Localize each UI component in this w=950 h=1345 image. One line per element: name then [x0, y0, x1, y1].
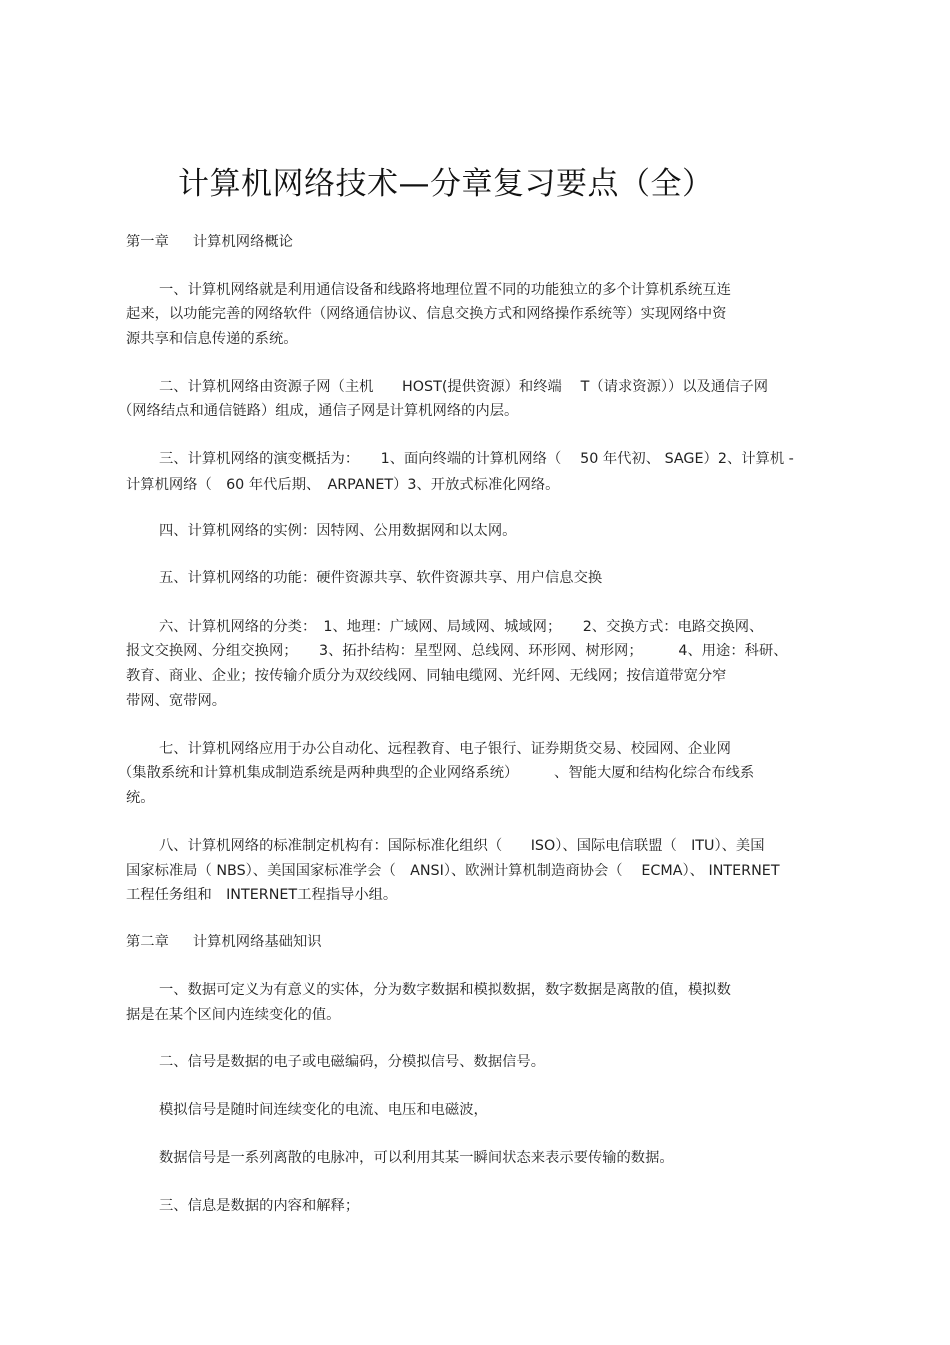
ch2-p4-line1: 数据信号是一系列离散的电脉冲，可以利用其某一瞬间状态来表示要传输的数据。 — [159, 1150, 674, 1166]
page-title: 计算机网络技术—分章复习要点（全） — [178, 166, 714, 202]
ch1-p4-line1: 四、计算机网络的实例：因特网、公用数据网和以太网。 — [159, 523, 517, 539]
ch1-p6-line3: 教育、商业、企业；按传输介质分为双绞线网、同轴电缆网、光纤网、无线网；按信道带宽分窄 — [126, 668, 727, 684]
ch1-p3-line1: 三、计算机网络的演变概括为： 1、面向终端的计算机网络（ 50 年代初、 SAGE）2、计算机 - — [159, 451, 794, 467]
ch1-p6-line2: 报文交换网、分组交换网； 3、拓扑结构：星型网、总线网、环形网、树形网； 4、用途：科研、 — [126, 643, 788, 659]
ch2-p3-line1: 模拟信号是随时间连续变化的电流、电压和电磁波， — [159, 1102, 488, 1118]
ch2-p1-line2: 据是在某个区间内连续变化的值。 — [126, 1007, 341, 1023]
ch1-p7-line2: （集散系统和计算机集成制造系统是两种典型的企业网络系统） 、智能大厦和结构化综合布线系 — [118, 765, 755, 781]
chapter-1-name: 计算机网络概论 — [192, 234, 293, 250]
ch2-p5-line1: 三、信息是数据的内容和解释； — [159, 1198, 360, 1214]
chapter-2-label: 第二章 — [126, 934, 169, 950]
ch1-p8-line2: 国家标准局（ NBS）、美国国家标准学会（ ANSI）、欧洲计算机制造商协会（ ECMA）、 INTERNET — [126, 863, 780, 879]
ch1-p8-line3: 工程任务组和 INTERNET工程指导小组。 — [126, 887, 398, 903]
ch2-p2-line1: 二、信号是数据的电子或电磁编码，分模拟信号、数据信号。 — [159, 1054, 546, 1070]
ch1-p1-line3: 源共享和信息传递的系统。 — [126, 331, 298, 347]
ch1-p2-line2: （网络结点和通信链路）组成，通信子网是计算机网络的内层。 — [118, 403, 519, 419]
ch1-p1-line1: 一、计算机网络就是利用通信设备和线路将地理位置不同的功能独立的多个计算机系统互连 — [159, 282, 731, 298]
ch1-p7-line1: 七、计算机网络应用于办公自动化、远程教育、电子银行、证券期货交易、校园网、企业网 — [159, 741, 731, 757]
ch1-p2-line1: 二、计算机网络由资源子网（主机 HOST(提供资源）和终端 T（请求资源））以及通信子网 — [159, 379, 769, 395]
ch1-p5-line1: 五、计算机网络的功能：硬件资源共享、软件资源共享、用户信息交换 — [159, 570, 603, 586]
ch1-p7-line3: 统。 — [126, 790, 155, 806]
chapter-1-label: 第一章 — [126, 234, 169, 250]
ch1-p6-line4: 带网、宽带网。 — [126, 693, 227, 709]
chapter-2-name: 计算机网络基础知识 — [192, 934, 322, 950]
ch1-p1-line2: 起来，以功能完善的网络软件（网络通信协议、信息交换方式和网络操作系统等）实现网络中资 — [126, 306, 727, 322]
chapter-2-heading — [126, 933, 322, 951]
ch1-p8-line1: 八、计算机网络的标准制定机构有：国际标准化组织（ ISO）、国际电信联盟（ ITU）、美国 — [159, 838, 765, 854]
ch1-p3-line2: 计算机网络（ 60 年代后期、 ARPANET）3、开放式标准化网络。 — [126, 477, 560, 493]
ch1-p6-line1: 六、计算机网络的分类： 1、地理：广域网、局域网、城域网； 2、交换方式：电路交换网、 — [159, 619, 764, 635]
ch2-p1-line1: 一、数据可定义为有意义的实体，分为数字数据和模拟数据，数字数据是离散的值，模拟数 — [159, 982, 731, 998]
chapter-1-heading — [126, 233, 293, 251]
